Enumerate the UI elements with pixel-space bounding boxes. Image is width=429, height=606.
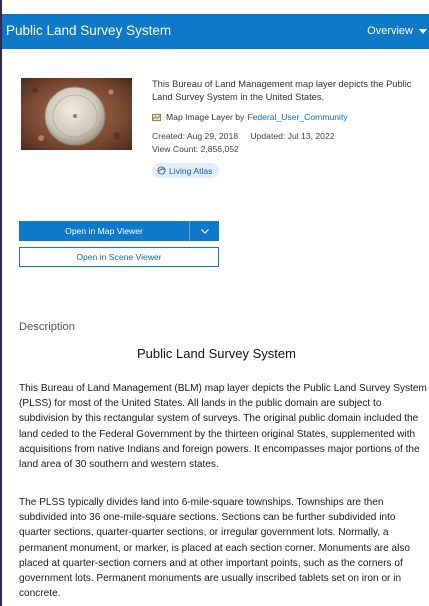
map-viewer-button-group (19, 221, 219, 241)
description-heading: Description (19, 321, 75, 333)
survey-marker-image (21, 78, 132, 150)
view-count: View Count: 2,856,052 (152, 144, 239, 154)
layer-type-line (152, 112, 348, 122)
updated-date: Updated: Jul 13, 2022 (250, 131, 335, 141)
overview-dropdown[interactable] (367, 25, 427, 37)
item-dates (152, 131, 335, 141)
owner-link[interactable]: Federal_User_Community (247, 112, 348, 122)
description-title: Public Land Survey System (137, 346, 296, 361)
living-atlas-icon (157, 166, 166, 175)
page-title: Public Land Survey System (6, 23, 172, 38)
created-date: Created: Aug 29, 2018 (152, 131, 239, 141)
description-paragraph: This Bureau of Land Management (BLM) map layer depicts the Public Land Survey System (PLSS) for most of the United States. All lands in the public domain are subject to subdivision by this rectangular system of surveys. The original public domain included the land ceded to the Federal Government by the thirteen original States, supplemented with acquisitions from native Indians and foreign powers. It encompasses major portions of the land area of 30 southern and western states. (19, 383, 427, 471)
living-atlas-badge[interactable] (152, 163, 219, 178)
layer-type-text: Map Image Layer by (166, 112, 245, 122)
chevron-down-icon (201, 229, 209, 234)
item-thumbnail (21, 78, 132, 150)
caret-down-icon (419, 29, 427, 34)
description-paragraph: The PLSS typically divides land into 6-mile-square townships. Townships are then subdivided into 36 one-mile-square sections. Sections can be further subdivided into quarter sections, quarter-quarter sections, or irregular government lots. Normally, a permanent monument, or marker, is placed at each section corner. Monuments are also placed at quarter-section corners and at other important points, such as the corners of government lots. Permanent monuments are usually inscribed tablets set on iron or in concrete. (19, 497, 411, 600)
map-viewer-options-button[interactable] (189, 221, 219, 241)
app-header (2, 14, 429, 49)
map-image-layer-icon (152, 113, 161, 122)
open-in-scene-viewer-button[interactable]: Open in Scene Viewer (19, 247, 219, 267)
open-in-map-viewer-button[interactable]: Open in Map Viewer (19, 221, 189, 241)
overview-label: Overview (367, 25, 413, 37)
item-summary: This Bureau of Land Management map layer depicts the Public Land Survey System in the United States. (152, 79, 412, 102)
badge-label: Living Atlas (169, 165, 213, 176)
